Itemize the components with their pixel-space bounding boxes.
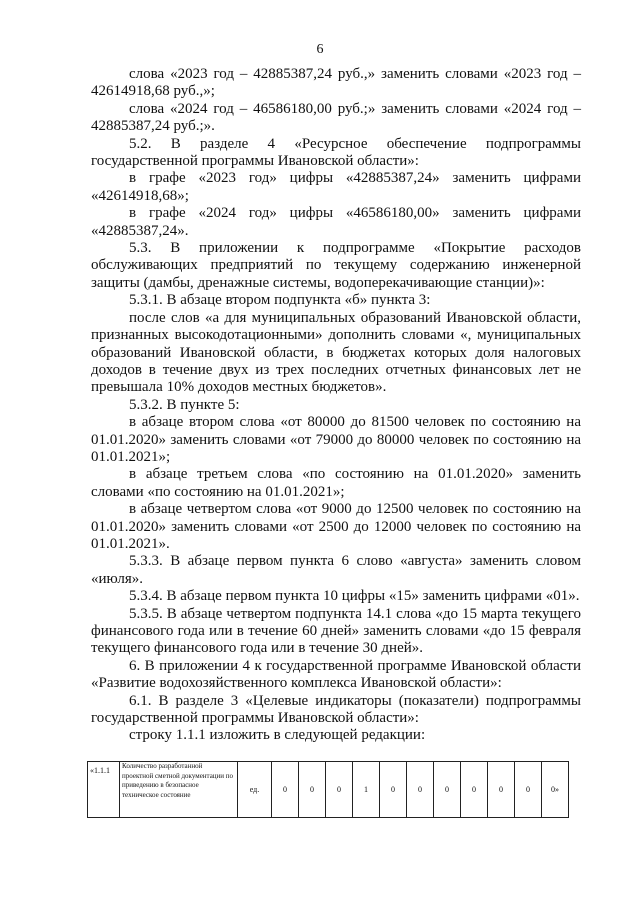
value-cell: 0 [272,762,299,818]
paragraph: 5.2. В разделе 4 «Ресурсное обеспечение подпрограммы государственной программы Ивановской области»: [91,135,581,170]
value-cell: 0 [488,762,515,818]
value-cell: 0 [299,762,326,818]
indicator-name-cell: Количество разработанной проектной сметной документации по приведению в безопасное техническое состояние [120,762,238,818]
row-number-cell: «1.1.1 [88,762,120,818]
paragraph: 6.1. В разделе 3 «Целевые индикаторы (показатели) подпрограммы государственной программы Ивановской области»: [91,692,581,727]
paragraph: слова «2024 год – 46586180,00 руб.;» заменить словами «2024 год – 42885387,24 руб.;». [91,100,581,135]
paragraph: 5.3. В приложении к подпрограмме «Покрытие расходов обслуживающих предприятий по текущему содержанию инженерной защиты (дамбы, дренажные системы, водоперекачивающие станции)»: [91,240,581,291]
value-cell: 0 [461,762,488,818]
paragraph: в графе «2024 год» цифры «46586180,00» заменить цифрами «42885387,24». [91,205,581,239]
paragraph: 5.3.5. В абзаце четвертом подпункта 14.1 слова «до 15 марта текущего финансового года или в течение 60 дней» заменить словами «до 15 февраля текущего финансового года или в течение 30 дней». [91,605,581,657]
value-cell: 0 [407,762,434,818]
paragraph: 5.3.1. В абзаце втором подпункта «б» пункта 3: [129,292,431,309]
paragraph: 5.3.2. В пункте 5: [129,396,240,413]
paragraph: в абзаце втором слова «от 80000 до 81500 человек по состоянию на 01.01.2020» заменить словами «от 79000 до 80000 человек по состоянию на 01.01.2021»; [91,414,581,465]
table-row [88,762,569,818]
paragraph: 5.3.3. В абзаце первом пункта 6 слово «августа» заменить словом «июля». [91,553,581,587]
unit-cell: ед. [238,762,272,818]
value-cell: 0 [326,762,353,818]
page-number: 6 [316,42,324,57]
document-body [91,66,581,745]
indicator-table [87,761,569,818]
value-cell: 1 [353,762,380,818]
value-cell: 0 [434,762,461,818]
paragraph: слова «2023 год – 42885387,24 руб.,» заменить словами «2023 год – 42614918,68 руб.,»; [91,66,581,100]
paragraph: после слов «а для муниципальных образований Ивановской области, признанных высокодотационными» дополнить словами «, муниципальных образований Ивановской области, в бюджетах которых доля налоговых доходов в течение двух из трех последних отчетных финансовых лет не превышала 10% доходов местных бюджетов». [91,309,581,396]
paragraph: 5.3.4. В абзаце первом пункта 10 цифры «15» заменить цифрами «01». [129,588,580,605]
value-cell: 0 [380,762,407,818]
paragraph: в графе «2023 год» цифры «42885387,24» заменить цифрами «42614918,68»; [91,170,581,204]
value-cell: 0» [542,762,569,818]
paragraph: в абзаце четвертом слова «от 9000 до 12500 человек по состоянию на 01.01.2020» заменить словами «от 2500 до 12000 человек по состоянию на 01.01.2021». [91,501,581,552]
paragraph: 6. В приложении 4 к государственной программе Ивановской области «Развитие водохозяйственного комплекса Ивановской области»: [91,657,581,692]
value-cell: 0 [515,762,542,818]
paragraph: строку 1.1.1 изложить в следующей редакции: [129,727,426,744]
paragraph: в абзаце третьем слова «по состоянию на 01.01.2020» заменить словами «по состоянию на 01.01.2021»; [91,466,581,500]
